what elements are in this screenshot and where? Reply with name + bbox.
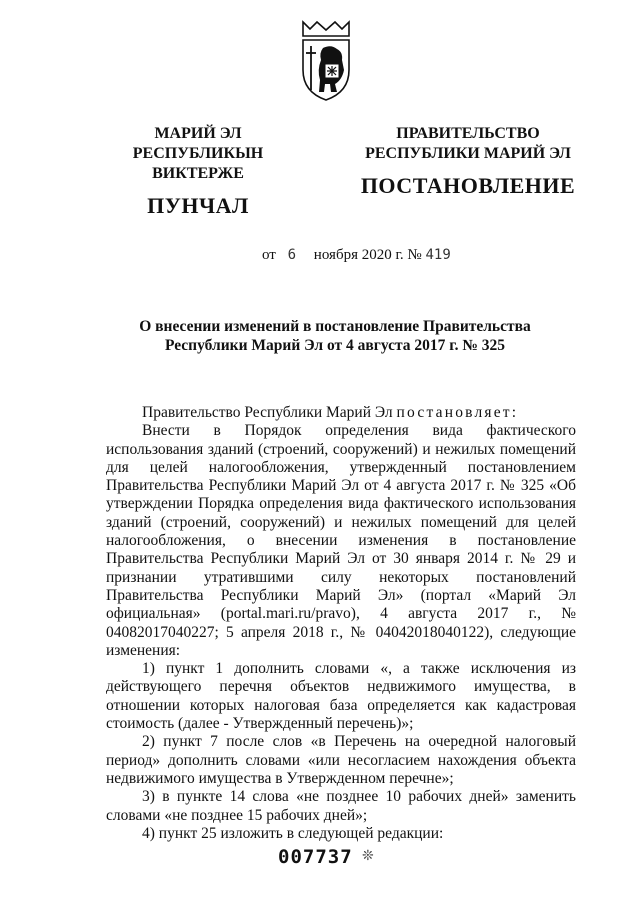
header-right-line1: ПРАВИТЕЛЬСТВО — [396, 125, 540, 142]
decree-number: 419 — [425, 247, 451, 263]
header-left-line2: ВИКТЕРЖЕ — [152, 165, 244, 182]
header-right-line2: РЕСПУБЛИКИ МАРИЙ ЭЛ — [365, 145, 571, 162]
title-line1: О внесении изменений в постановление Правительства — [139, 318, 531, 335]
paragraph-item-3: 3) в пункте 14 слова «не позднее 10 рабочих дней» заменить словами «не позднее 15 рабочих дней»; — [106, 788, 576, 824]
serial-number: 007737 — [278, 846, 353, 868]
coat-of-arms-icon — [297, 18, 355, 104]
decree-date-line — [262, 247, 451, 264]
title-line2: Республики Марий Эл от 4 августа 2017 г. № 325 — [164, 337, 506, 354]
paragraph-item-4: 4) пункт 25 изложить в следующей редакции: — [142, 824, 444, 842]
header-right — [350, 124, 586, 199]
header-left-line1: МАРИЙ ЭЛ РЕСПУБЛИКЫН — [132, 125, 264, 162]
footer-ornament: ❊ — [362, 849, 374, 864]
document-body — [106, 404, 576, 843]
intro-paragraph — [106, 404, 576, 422]
intro-text: Правительство Республики Марий Эл — [142, 404, 397, 421]
header-left — [98, 124, 298, 219]
intro-spaced-word: постановляет: — [396, 404, 519, 421]
date-prefix: от — [262, 247, 276, 263]
date-rest: ноября 2020 г. № — [313, 247, 422, 263]
header-left-doc-type: ПУНЧАЛ — [147, 193, 249, 218]
header-right-doc-type: ПОСТАНОВЛЕНИЕ — [360, 173, 576, 198]
date-day: 6 — [287, 247, 297, 263]
paragraph-item-1: 1) пункт 1 дополнить словами «, а также исключения из действующего перечня объектов недвижимого имущества, в отношении которых налоговая база определяется как кадастровая стоимость (далее - Утвержденный перечень)»; — [106, 660, 576, 733]
paragraph-main: Внести в Порядок определения вида фактического использования зданий (строений, сооружений) и нежилых помещений для целей налогообложения, утвержденный постановлением Правительства Республики Марий Эл от 4 августа 2017 г. № 325 «Об утверждении Порядка определения вида фактического использования зданий (строений, сооружений) и нежилых помещений для целей налогообложения, о внесении изменения в постановление Правительства Республики Марий Эл от 30 января 2014 г. № 29 и признании утратившими силу некоторых постановлений Правительства Республики Марий Эл» (портал «Марий Эл официальная» (portal.mari.ru/pravo), 4 августа 2017 г., № 04082017040227; 5 апреля 2018 г., № 04042018040122), следующие изменения: — [106, 422, 576, 659]
paragraph-item-2: 2) пункт 7 после слов «в Перечень на очередной налоговый период» дополнить словами «или несогласием нахождения объекта недвижимого имущества в Утвержденном перечне»; — [106, 733, 576, 787]
document-title — [80, 317, 590, 355]
